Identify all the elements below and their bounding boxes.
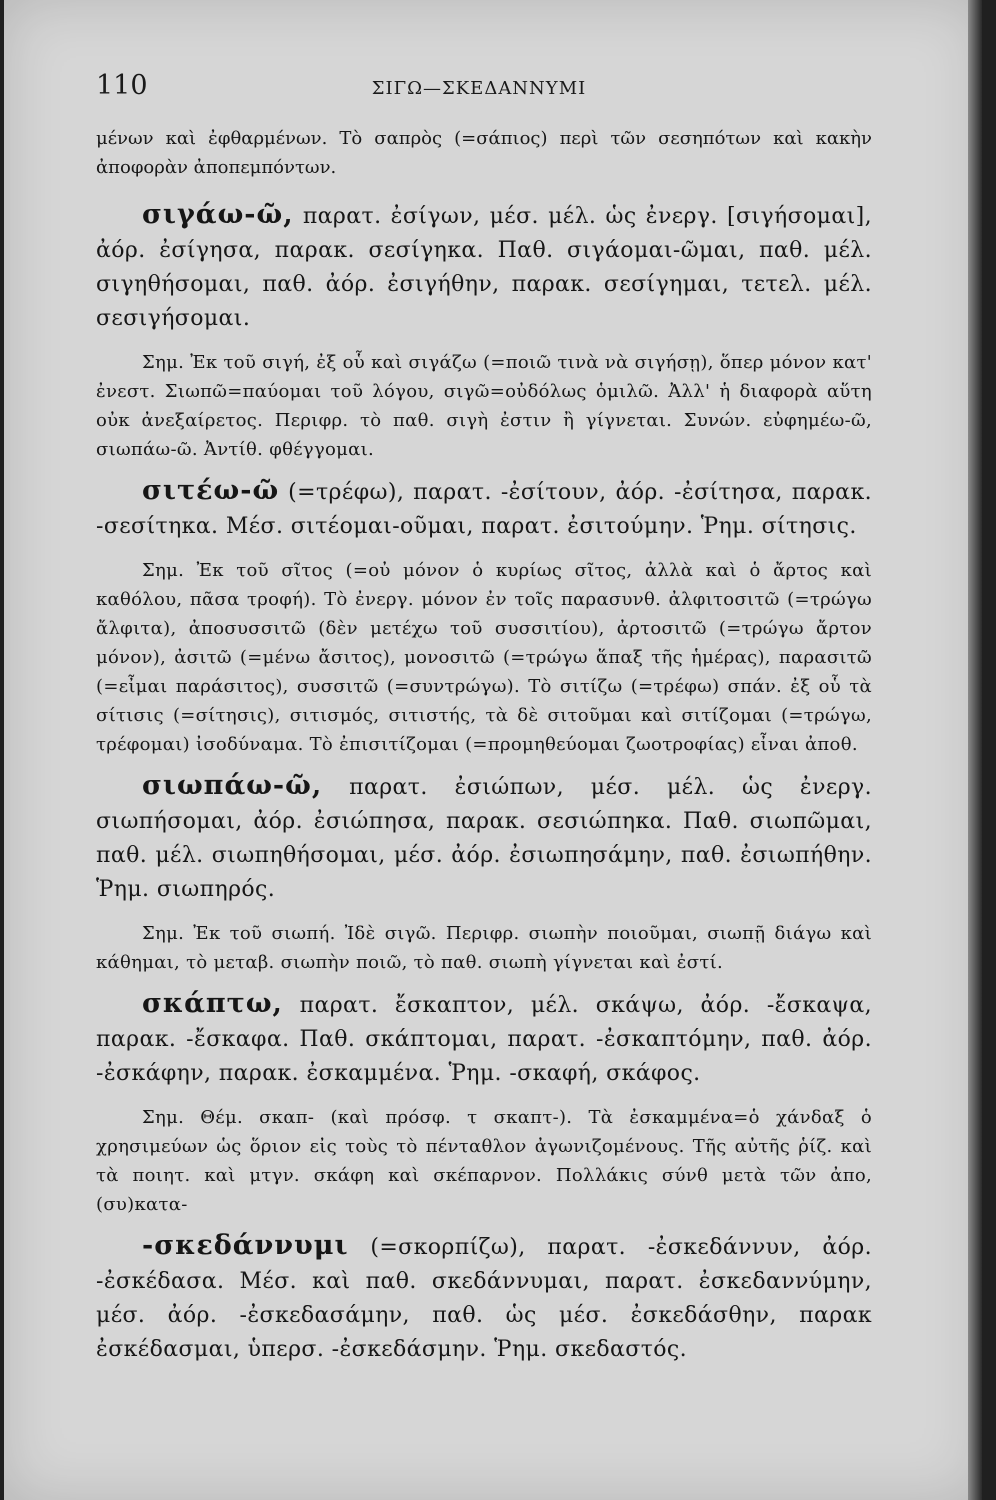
book-page <box>4 0 982 1500</box>
headword: σιωπάω-ῶ, <box>142 770 323 801</box>
running-title: ΣΙΓΩ—ΣΚΕΔΑΝΝΥΜΙ <box>371 78 587 99</box>
page-edge-shadow <box>968 0 982 1500</box>
entry-skedannymi <box>96 1229 872 1367</box>
headword: σιτέω-ῶ <box>142 475 280 506</box>
entry-definition: (=τρέφω), παρατ. -ἐσίτουν, ἀόρ. -ἐσίτησα, παρακ. -σεσίτηκα. Μέσ. σιτέομαι-οῦμαι, παρατ. ἐσιτούμην. Ῥημ. σίτησις. <box>96 480 872 539</box>
entry-definition: παρατ. ἐσίγων, μέσ. μέλ. ὡς ἐνεργ. [σιγήσομαι], ἀόρ. ἐσίγησα, παρακ. σεσίγηκα. Παθ. σιγάομαι-ῶμαι, παθ. μέλ. σιγηθήσομαι, παθ. ἀόρ. ἐσιγήθην, παρακ. σεσίγημαι, τετελ. μέλ. σεσιγήσομαι. <box>96 204 872 331</box>
entry-definition: παρατ. ἐσιώπων, μέσ. μέλ. ὡς ἐνεργ. σιωπήσομαι, ἀόρ. ἐσιώπησα, παρακ. σεσιώπηκα. Παθ. σιωπῶμαι, παθ. μέλ. σιωπηθήσομαι, μέσ. ἀόρ. ἐσιωπησάμην, παθ. ἐσιωπήθην. Ῥημ. σιωπηρός. <box>96 775 872 902</box>
entry-siteo <box>96 474 872 759</box>
entry-skapto <box>96 987 872 1219</box>
entry-note: Σημ. Ἐκ τοῦ σιγή, ἐξ οὗ καὶ σιγάζω (=ποιῶ τινὰ νὰ σιγήσῃ), ὅπερ μόνον κατ' ἐνεστ. Σιωπῶ=παύομαι τοῦ λόγου, σιγῶ=οὐδόλως ὁμιλῶ. Ἀλλ' ἡ διαφορὰ αὕτη οὐκ ἀνεξαίρετος. Περιφρ. τὸ παθ. σιγὴ ἐστιν ἢ γίγνεται. Συνών. εὐφημέω-ῶ, σιωπάω-ῶ. Ἀντίθ. φθέγγομαι. <box>96 352 872 460</box>
page-header <box>96 70 862 110</box>
entry-siopao <box>96 769 872 977</box>
dictionary-text <box>96 124 872 1379</box>
headword: -σκεδάννυμι <box>142 1230 349 1261</box>
entry-sigao <box>96 198 872 464</box>
headword: σκάπτω, <box>142 988 283 1019</box>
entry-definition: παρατ. ἔσκαπτον, μέλ. σκάψω, ἀόρ. -ἔσκαψα, παρακ. -ἔσκαφα. Παθ. σκάπτομαι, παρατ. -ἐσκαπτόμην, παθ. ἀόρ. -ἐσκάφην, παρακ. ἐσκαμμένα. Ῥημ. -σκαφή, σκάφος. <box>96 993 872 1086</box>
entry-definition: (=σκορπίζω), παρατ. -ἐσκεδάννυν, ἀόρ. -ἐσκέδασα. Μέσ. καὶ παθ. σκεδάννυμαι, παρατ. ἐσκεδαννύμην, μέσ. ἀόρ. -ἐσκεδασάμην, παθ. ὡς μέσ. ἐσκεδάσθην, παρακ ἐσκέδασμαι, ὑπερσ. -ἐσκεδάσμην. Ῥημ. σκεδαστός. <box>96 1235 872 1362</box>
entry-note: Σημ. Ἐκ τοῦ σιωπή. Ἰδὲ σιγῶ. Περιφρ. σιωπὴν ποιοῦμαι, σιωπῇ διάγω καὶ κάθημαι, τὸ μεταβ. σιωπὴν ποιῶ, τὸ παθ. σιωπὴ γίγνεται καὶ ἐστί. <box>96 923 872 973</box>
entry-note: Σημ. Θέμ. σκαπ- (καὶ πρόσφ. τ σκαπτ-). Τὰ ἐσκαμμένα=ὁ χάνδαξ ὁ χρησιμεύων ὡς ὅριον εἰς τοὺς τὸ πένταθλον ἀγωνιζομένους. Τῆς αὐτῆς ῥίζ. καὶ τὰ ποιητ. καὶ μτγν. σκάφη καὶ σκέπαρνον. Πολλάκις σύνθ μετὰ τῶν ἀπο, (συ)κατα- <box>96 1107 872 1215</box>
entry-note: Σημ. Ἐκ τοῦ σῖτος (=οὐ μόνον ὁ κυρίως σῖτος, ἀλλὰ καὶ ὁ ἄρτος καὶ καθόλου, πᾶσα τροφή). Τὸ ἐνεργ. μόνον ἐν τοῖς παρασυνθ. ἀλφιτοσιτῶ (=τρώγω ἄλφιτα), ἀποσυσσιτῶ (δὲν μετέχω τοῦ συσσιτίου), ἀρτοσιτῶ (=τρώγω ἄρτον μόνον), ἀσιτῶ (=μένω ἄσιτος), μονοσιτῶ (=τρώγω ἅπαξ τῆς ἡμέρας), παρασιτῶ (=εἶμαι παράσιτος), συσσιτῶ (=συντρώγω). Τὸ σιτίζω (=τρέφω) σπάν. ἐξ οὗ τὰ σίτισις (=σίτησις), σιτισμός, σιτιστής, τὰ δὲ σιτοῦμαι καὶ σιτίζομαι (=τρώγω, τρέφομαι) ἰσοδύναμα. Τὸ ἐπισιτίζομαι (=προμηθεύομαι ζωοτροφίας) εἶναι ἀποθ. <box>96 560 872 755</box>
continuation-text: μένων καὶ ἐφθαρμένων. Τὸ σαπρὸς (=σάπιος) περὶ τῶν σεσηπότων καὶ κακὴν ἀποφορὰν ἀποπεμπόντων. <box>96 128 872 178</box>
page-number: 110 <box>96 70 148 101</box>
headword: σιγάω-ῶ, <box>142 199 294 230</box>
